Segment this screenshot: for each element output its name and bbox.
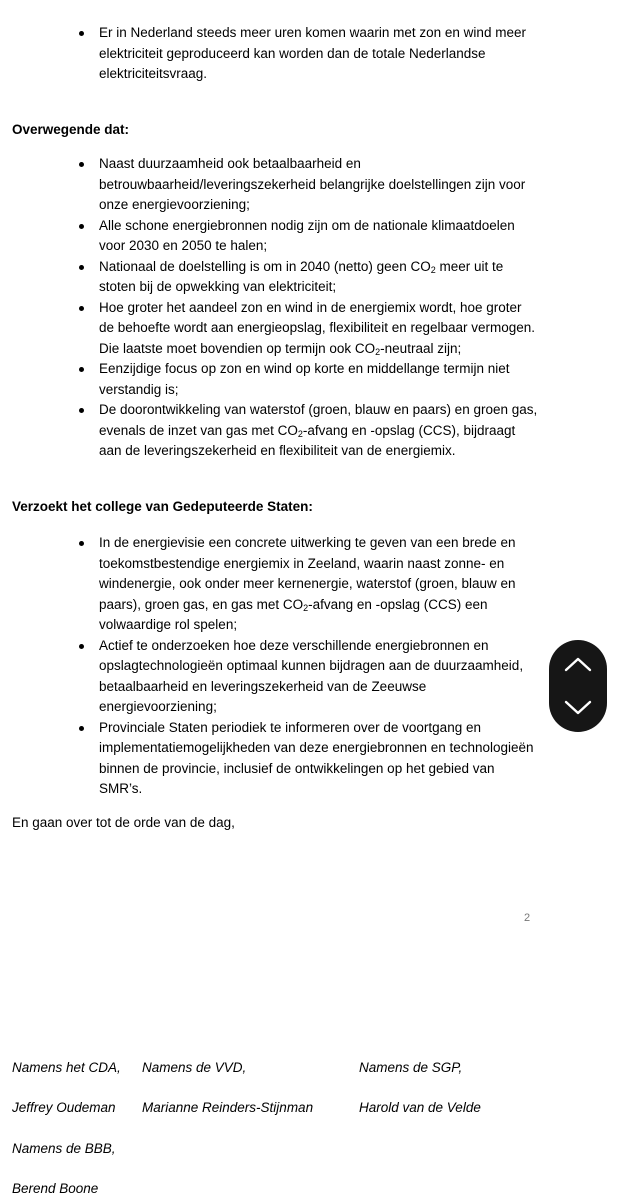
signature-name-sgp: Harold van de Velde — [359, 1100, 481, 1115]
intro-bullet-list — [0, 23, 539, 85]
text-segment: Nationaal de doelstelling is om in 2040 (netto) geen CO — [99, 258, 431, 274]
subscript: 2 — [303, 602, 309, 613]
list-item: Alle schone energiebronnen nodig zijn om de nationale klimaatdoelen voor 2030 en 2050 te halen; — [0, 216, 539, 257]
text-segment: De doorontwikkeling van waterstof (groen, blauw en paars) en groen gas, evenals de inzet van gas met CO — [99, 402, 538, 438]
list-item: Actief te onderzoeken hoe deze verschillende energiebronnen en opslagtechnologieën optimaal kunnen bijdragen aan de duurzaamheid, betaalbaarheid en leveringszekerheid van de Zeeuwse energievoorziening; — [0, 636, 539, 718]
text-segment: -afvang en -opslag (CCS), bijdraagt aan de leveringszekerheid en flexibiliteit van de energiemix. — [99, 422, 516, 458]
closing-line: En gaan over tot de orde van de dag, — [12, 815, 235, 830]
previous-page-button[interactable] — [549, 640, 607, 686]
text-segment: -afvang en -opslag (CCS) een volwaardige rol spelen; — [99, 596, 488, 632]
list-item: Naast duurzaamheid ook betaalbaarheid en betrouwbaarheid/leveringszekerheid belangrijke doelstellingen zijn voor onze energievoorziening; — [0, 154, 539, 216]
chevron-down-icon — [564, 700, 592, 716]
next-page-button[interactable] — [549, 686, 607, 732]
list-item — [0, 533, 539, 636]
signature-party-cda: Namens het CDA, — [12, 1060, 121, 1075]
verzoekt-heading: Verzoekt het college van Gedeputeerde Staten: — [12, 499, 313, 514]
signature-party-bbb: Namens de BBB, — [12, 1141, 116, 1156]
overwegende-heading: Overwegende dat: — [12, 122, 130, 137]
list-item — [0, 400, 539, 462]
list-item: Er in Nederland steeds meer uren komen waarin met zon en wind meer elektriciteit geproduceerd kan worden dan de totale Nederlandse elektriciteitsvraag. — [0, 23, 539, 85]
page-navigation-control — [549, 640, 607, 732]
subscript: 2 — [430, 264, 436, 275]
page-number: 2 — [524, 912, 531, 924]
signature-party-vvd: Namens de VVD, — [142, 1060, 247, 1075]
list-item: Provinciale Staten periodiek te informeren over de voortgang en implementatiemogelijkheden van deze energiebronnen en technologieën binnen de provincie, inclusief de ontwikkelingen op het gebied van SMR’s. — [0, 718, 539, 800]
subscript: 2 — [375, 346, 381, 357]
text-segment: Hoe groter het aandeel zon en wind in de energiemix wordt, hoe groter de behoefte wordt aan energieopslag, flexibiliteit en regelbaar vermogen. Die laatste moet bovendien op termijn ook CO — [99, 299, 536, 356]
signature-party-sgp: Namens de SGP, — [359, 1060, 463, 1075]
text-segment: In de energievisie een concrete uitwerking te geven van een brede en toekomstbestendige energiemix in Zeeland, waarin naast zonne- en windenergie, ook onder meer kernenergie, waterstof (groen, blauw en paars), groen gas, en gas met CO — [99, 535, 516, 612]
list-item — [0, 298, 539, 360]
subscript: 2 — [297, 428, 303, 439]
overwegende-list — [0, 154, 539, 462]
chevron-up-icon — [564, 656, 592, 672]
list-item — [0, 257, 539, 298]
signature-name-vvd: Marianne Reinders-Stijnman — [142, 1100, 314, 1115]
verzoekt-list — [0, 533, 539, 800]
text-segment: meer uit te stoten bij de opwekking van elektriciteit; — [99, 258, 504, 294]
list-item: Eenzijdige focus op zon en wind op korte en middellange termijn niet verstandig is; — [0, 359, 539, 400]
signature-name-bbb: Berend Boone — [12, 1181, 99, 1196]
signature-name-cda: Jeffrey Oudeman — [12, 1100, 116, 1115]
text-segment: -neutraal zijn; — [380, 340, 462, 356]
